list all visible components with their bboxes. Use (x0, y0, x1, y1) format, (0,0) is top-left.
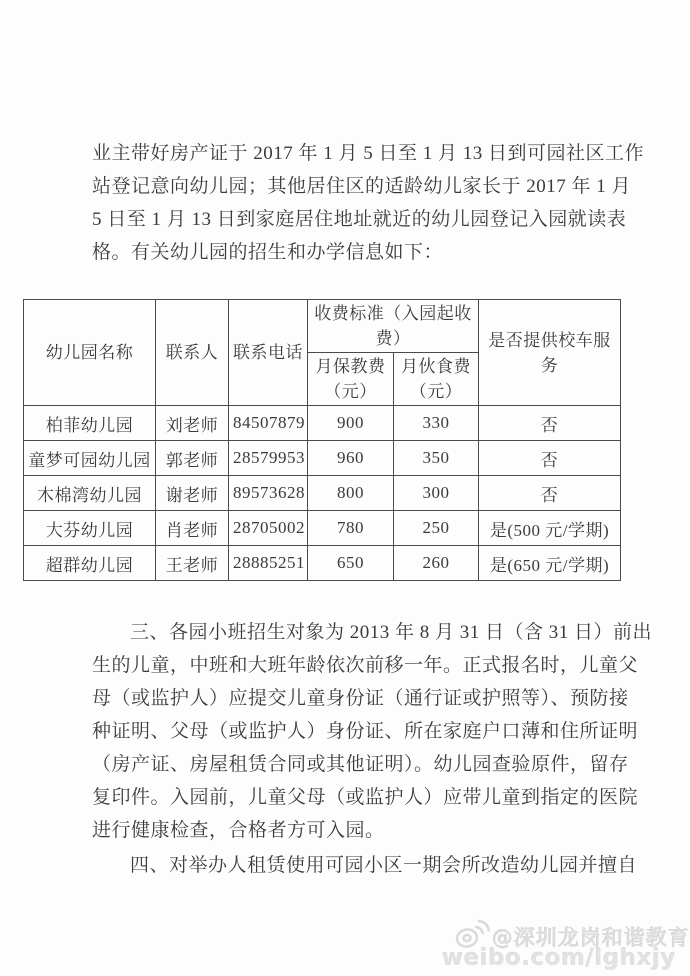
cell-contact-person: 谢老师 (156, 476, 229, 511)
cell-kindergarten-name: 童梦可园幼儿园 (24, 441, 156, 476)
watermark-url: weibo.com/lghxjy (442, 945, 676, 971)
header-bus-service: 是否提供校车服务 (479, 300, 621, 406)
text-line: 三、各园小班招生对象为 2013 年 8 月 31 日（含 31 日）前出 (130, 622, 653, 643)
cell-bus-service: 是(500 元/学期) (479, 511, 621, 546)
cell-kindergarten-name: 超群幼儿园 (24, 546, 156, 581)
text-line: 站登记意向幼儿园；其他居住区的适龄幼儿家长于 2017 年 1 月 (92, 176, 632, 197)
paragraph-continuation (92, 137, 644, 269)
cell-meal-fee: 350 (394, 441, 479, 476)
cell-meal-fee: 260 (394, 546, 479, 581)
header-contact-phone: 联系电话 (229, 300, 308, 406)
cell-kindergarten-name: 柏菲幼儿园 (24, 406, 156, 441)
cell-education-fee: 780 (308, 511, 394, 546)
table-row (24, 511, 621, 546)
cell-bus-service: 否 (479, 476, 621, 511)
cell-contact-person: 肖老师 (156, 511, 229, 546)
table-row (24, 546, 621, 581)
cell-contact-phone: 28885251 (229, 546, 308, 581)
watermark-handle: @深圳龙岗和谐教育 (492, 926, 690, 950)
text-line: 复印件。入园前，儿童父母（或监护人）应带儿童到指定的医院 (92, 787, 639, 808)
text-line: （房产证、房屋租赁合同或其他证明）。幼儿园查验原件，留存 (92, 754, 629, 775)
cell-meal-fee: 250 (394, 511, 479, 546)
header-contact-person: 联系人 (156, 300, 229, 406)
text-line: 种证明、父母（或监护人）身份证、所在家庭户口薄和住所证明 (92, 721, 639, 742)
cell-bus-service: 否 (479, 406, 621, 441)
cell-education-fee: 650 (308, 546, 394, 581)
text-line: 四、对举办人租赁使用可园小区一期会所改造幼儿园并擅自 (130, 855, 638, 876)
header-monthly-meal-fee: 月伙食费（元） (394, 353, 479, 406)
text-line: 进行健康检查，合格者方可入园。 (92, 820, 385, 841)
table-row (24, 441, 621, 476)
cell-contact-person: 王老师 (156, 546, 229, 581)
header-monthly-education-fee: 月保教费（元） (308, 353, 394, 406)
cell-kindergarten-name: 大芬幼儿园 (24, 511, 156, 546)
paragraph-section-three (92, 616, 653, 847)
cell-education-fee: 900 (308, 406, 394, 441)
cell-contact-person: 刘老师 (156, 406, 229, 441)
cell-contact-phone: 89573628 (229, 476, 308, 511)
cell-contact-phone: 84507879 (229, 406, 308, 441)
cell-contact-person: 郭老师 (156, 441, 229, 476)
text-line: 5 日至 1 月 13 日到家庭居住地址就近的幼儿园登记入园就读表 (92, 209, 627, 230)
paragraph-section-four (92, 849, 644, 882)
cell-education-fee: 960 (308, 441, 394, 476)
text-line: 生的儿童，中班和大班年龄依次前移一年。正式报名时，儿童父 (92, 655, 639, 676)
text-line: 格。有关幼儿园的招生和办学信息如下： (92, 242, 444, 263)
cell-contact-phone: 28705002 (229, 511, 308, 546)
cell-contact-phone: 28579953 (229, 441, 308, 476)
cell-bus-service: 否 (479, 441, 621, 476)
header-fee-standard-group: 收费标准（入园起收费） (308, 300, 479, 353)
cell-meal-fee: 330 (394, 406, 479, 441)
text-line: 业主带好房产证于 2017 年 1 月 5 日至 1 月 13 日到可园社区工作 (92, 143, 645, 164)
weibo-watermark (440, 914, 690, 974)
cell-kindergarten-name: 木棉湾幼儿园 (24, 476, 156, 511)
cell-education-fee: 800 (308, 476, 394, 511)
text-line: 母（或监护人）应提交儿童身份证（通行证或护照等）、预防接 (92, 688, 629, 709)
table-header (24, 300, 621, 406)
kindergarten-info-table (23, 299, 621, 581)
cell-meal-fee: 300 (394, 476, 479, 511)
table-body (24, 406, 621, 581)
cell-bus-service: 是(650 元/学期) (479, 546, 621, 581)
header-kindergarten-name: 幼儿园名称 (24, 300, 156, 406)
table-row (24, 406, 621, 441)
table-row (24, 476, 621, 511)
